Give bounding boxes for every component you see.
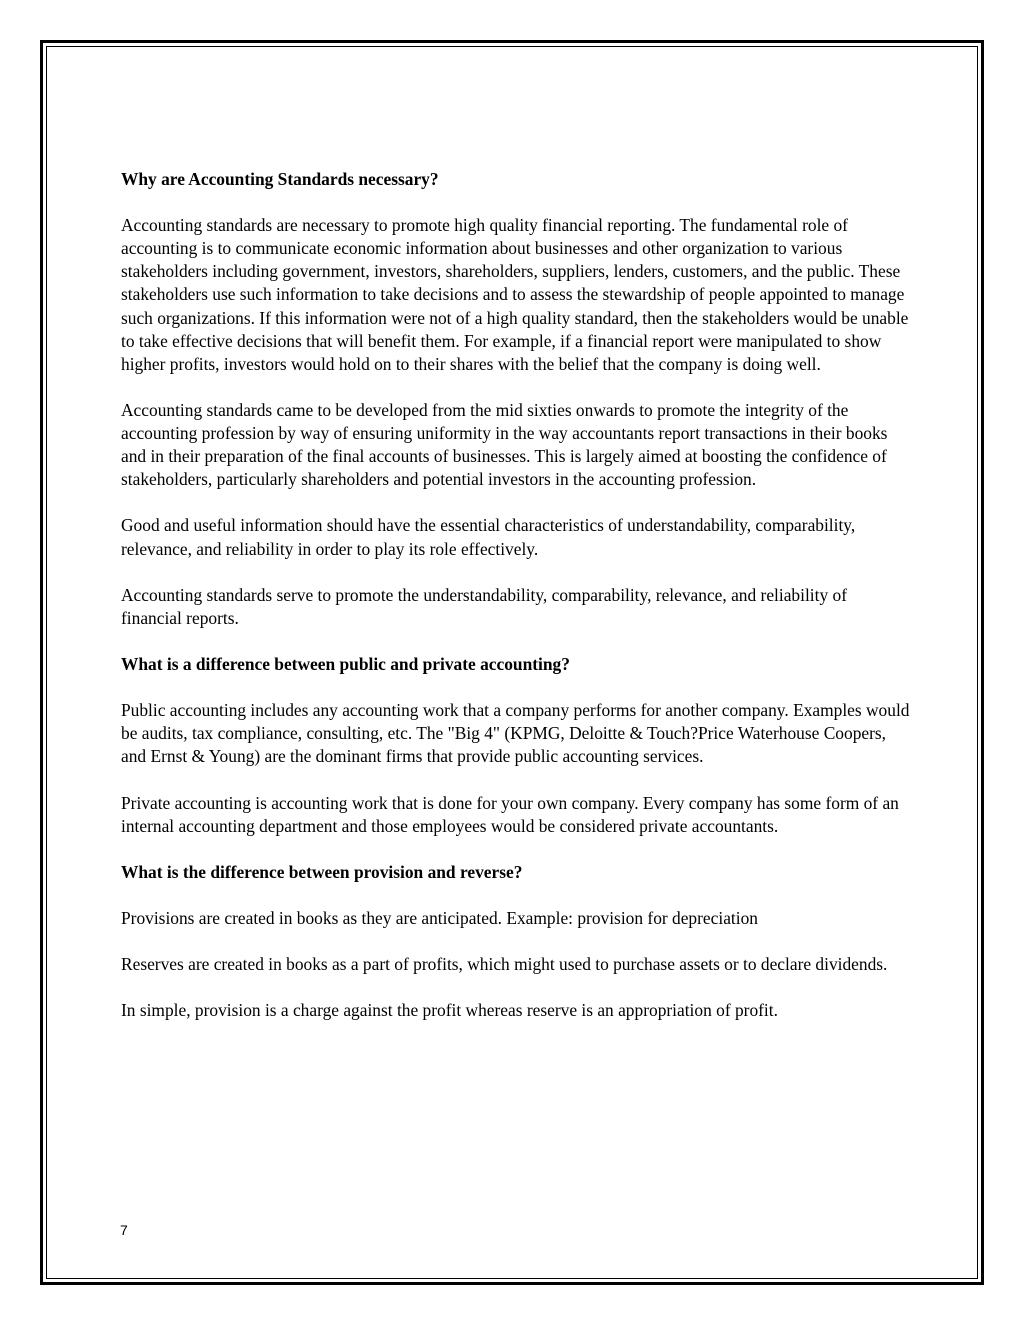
- paragraph: Accounting standards serve to promote the understandability, comparability, relevance, and reliability of financial reports.: [121, 584, 847, 628]
- document-body: [121, 168, 911, 1046]
- paragraph: Public accounting includes any accounting work that a company performs for another company. Examples would be audits, tax compliance, consulting, etc. The "Big 4" (KPMG, Deloitte & Touch?Price Waterhouse Coopers, and Ernst & Young) are the dominant firms that provide public accounting services.: [121, 700, 910, 767]
- section-heading: Why are Accounting Standards necessary?: [121, 169, 439, 189]
- paragraph: Accounting standards came to be developed from the mid sixties onwards to promote the integrity of the accounting profession by way of ensuring uniformity in the way accountants report transactions in their books and in their preparation of the final accounts of businesses. This is largely aimed at boosting the confidence of stakeholders, particularly shareholders and potential investors in the accounting profession.: [121, 399, 888, 490]
- page-number: 7: [120, 1222, 128, 1238]
- paragraph: In simple, provision is a charge against the profit whereas reserve is an appropriation of profit.: [121, 1000, 778, 1021]
- paragraph: Accounting standards are necessary to promote high quality financial reporting. The fundamental role of accounting is to communicate economic information about businesses and other organization to various stakeholders including government, investors, shareholders, suppliers, lenders, customers, and the public. These stakeholders use such information to take decisions and to assess the stewardship of people appointed to manage such organizations. If this information were not of a high quality standard, then the stakeholders would be unable to take effective decisions that will benefit them. For example, if a financial report were manipulated to show higher profits, investors would hold on to their shares with the belief that the company is doing well.: [121, 215, 909, 374]
- paragraph: Private accounting is accounting work that is done for your own company. Every company has some form of an internal accounting department and those employees would be considered private accountants.: [121, 792, 899, 836]
- section-heading: What is a difference between public and private accounting?: [121, 653, 570, 674]
- paragraph: Good and useful information should have the essential characteristics of understandability, comparability, relevance, and reliability in order to play its role effectively.: [121, 515, 856, 559]
- paragraph: Provisions are created in books as they are anticipated. Example: provision for depreciation: [121, 908, 758, 928]
- section-heading: What is the difference between provision and reverse?: [121, 861, 523, 882]
- paragraph: Reserves are created in books as a part of profits, which might used to purchase assets or to declare dividends.: [121, 954, 888, 975]
